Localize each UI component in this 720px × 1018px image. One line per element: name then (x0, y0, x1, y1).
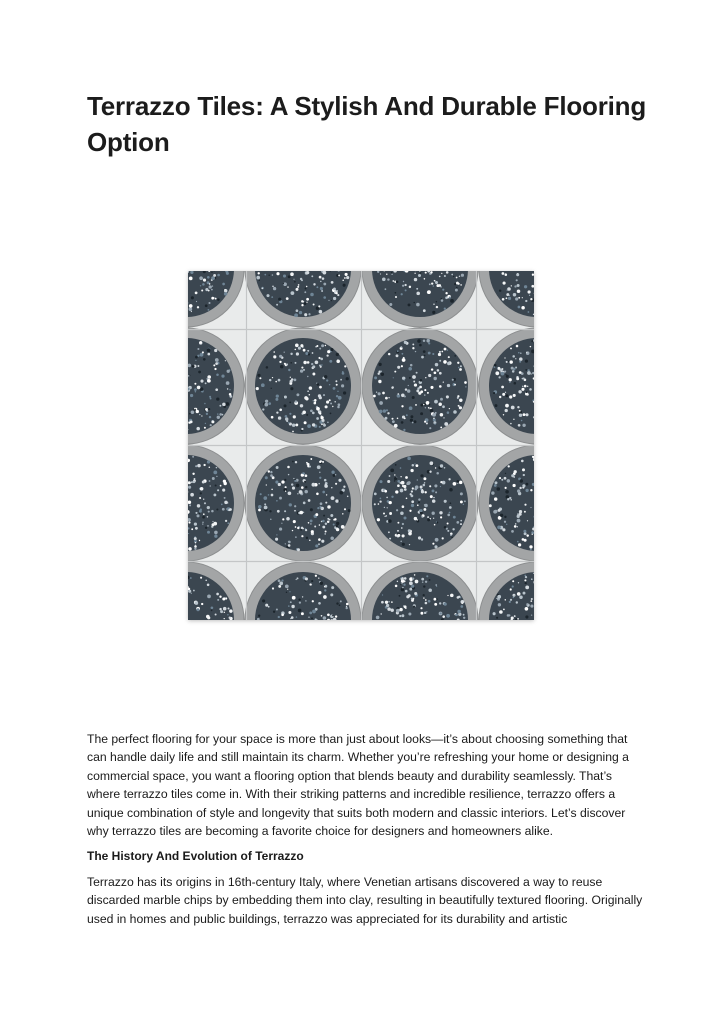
history-paragraph: Terrazzo has its origins in 16th-century Italy, where Venetian artisans discovered a way to reuse discarded marble chips by embedding them into clay, resulting in beautifully textured flooring. Originally used in homes and public buildings, terrazzo was appreciated for its durability and artistic (87, 875, 643, 926)
page-title: Terrazzo Tiles: A Stylish And Durable Flooring Option (87, 91, 647, 157)
terrazzo-tile-image (188, 271, 534, 620)
terrazzo-circle (245, 328, 361, 444)
terrazzo-circle (362, 328, 478, 444)
terrazzo-circle (362, 445, 478, 561)
section-heading: The History And Evolution of Terrazzo (87, 849, 304, 863)
terrazzo-tile-pattern (188, 271, 534, 620)
intro-paragraph: The perfect flooring for your space is more than just about looks—it’s about choosing something that can handle daily life and still maintain its charm. Whether you’re refreshing your home or designing a commercial space, you want a flooring option that blends beauty and durability seamlessly. That’s where terrazzo tiles come in. With their striking patterns and incredible resilience, terrazzo offers a unique combination of style and longevity that suits both modern and classic interiors. Let’s discover why terrazzo tiles are becoming a favorite choice for designers and homeowners alike. (87, 732, 629, 839)
terrazzo-circle (245, 445, 361, 561)
